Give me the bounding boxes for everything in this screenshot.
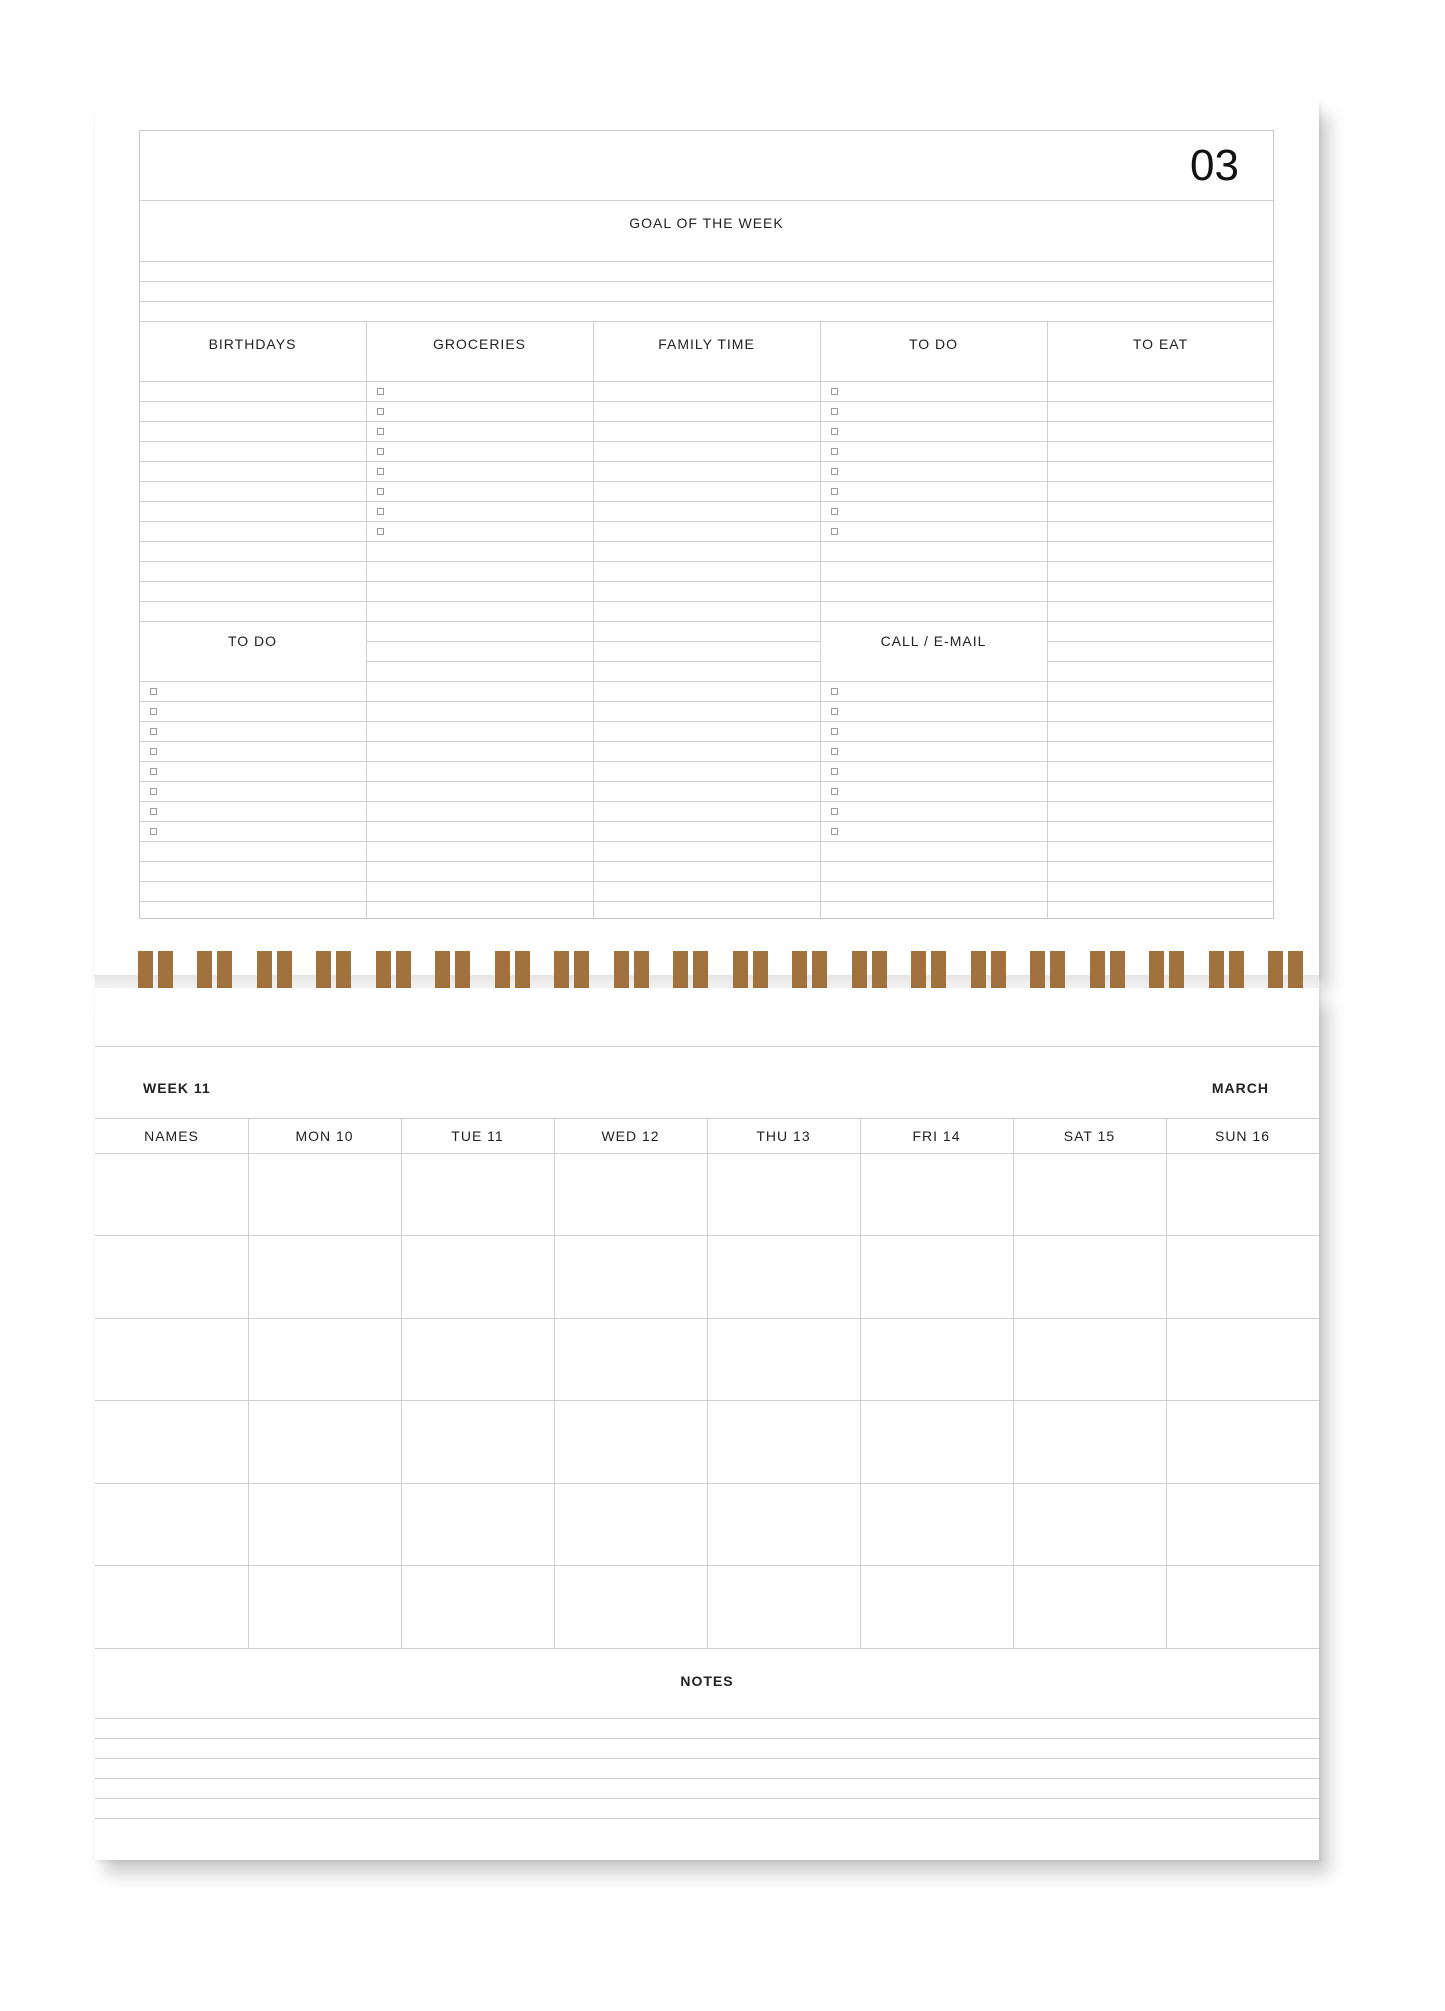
notes-line [95, 1738, 1319, 1739]
ruled-line [366, 601, 593, 602]
lower-header-topline [820, 621, 1047, 622]
ruled-line [366, 401, 593, 402]
checkbox-icon [831, 388, 838, 395]
ruled-line [820, 881, 1047, 882]
notes-label: NOTES [680, 1673, 734, 1689]
checkbox-icon [377, 428, 384, 435]
column-divider [1047, 321, 1048, 919]
ruled-line [366, 741, 593, 742]
ruled-line [1047, 541, 1274, 542]
ruled-line [139, 601, 366, 602]
ruled-line [366, 681, 593, 682]
ruled-line [593, 821, 820, 822]
ruled-line [139, 401, 366, 402]
ruled-line [366, 541, 593, 542]
ruled-line [139, 801, 366, 802]
checkbox-icon [831, 468, 838, 475]
ruled-line [1047, 781, 1274, 782]
checkbox-icon [377, 488, 384, 495]
checkbox-icon [831, 508, 838, 515]
ruled-line [1047, 741, 1274, 742]
wed-header: WED 12 [601, 1128, 660, 1144]
ruled-line [820, 501, 1047, 502]
ruled-line [820, 441, 1047, 442]
week-label: WEEK 11 [143, 1080, 211, 1096]
ruled-line [820, 741, 1047, 742]
ruled-line [820, 901, 1047, 902]
notes-line [95, 1798, 1319, 1799]
ruled-line [593, 681, 820, 682]
ruled-line [1047, 561, 1274, 562]
ruled-line [139, 681, 366, 682]
ruled-line [366, 821, 593, 822]
ruled-line [593, 701, 820, 702]
month-label: MARCH [1211, 1080, 1269, 1096]
weekly-planner-top-page [95, 101, 1319, 977]
ruled-line [1047, 881, 1274, 882]
ruled-line [366, 521, 593, 522]
ruled-line [820, 841, 1047, 842]
ruled-line [820, 401, 1047, 402]
ruled-line [139, 881, 366, 882]
ruled-line [139, 461, 366, 462]
ruled-line [139, 581, 366, 582]
call-email-header: CALL / E-MAIL [880, 633, 987, 649]
checkbox-icon [377, 508, 384, 515]
ruled-line [593, 881, 820, 882]
ruled-line [593, 621, 820, 622]
ruled-line [1047, 821, 1274, 822]
goal-line [139, 301, 1274, 302]
ruled-line [820, 801, 1047, 802]
ruled-line [820, 761, 1047, 762]
ruled-line [593, 421, 820, 422]
ruled-line [1047, 501, 1274, 502]
day-column-divider [248, 1118, 249, 1648]
notes-line [95, 1818, 1319, 1819]
ruled-line [139, 441, 366, 442]
birthdays-header: BIRTHDAYS [208, 336, 297, 352]
left-to-do-header: TO DO [227, 633, 278, 649]
checkbox-icon [831, 528, 838, 535]
checkbox-icon [831, 728, 838, 735]
ruled-line [820, 861, 1047, 862]
ruled-line [139, 561, 366, 562]
checkbox-icon [150, 788, 157, 795]
ruled-line [1047, 461, 1274, 462]
checkbox-icon [377, 408, 384, 415]
ruled-line [366, 661, 593, 662]
ruled-line [139, 501, 366, 502]
ruled-line [593, 901, 820, 902]
ruled-line [366, 801, 593, 802]
ruled-line [1047, 521, 1274, 522]
day-column-divider [1013, 1118, 1014, 1648]
ruled-line [820, 701, 1047, 702]
ruled-line [820, 821, 1047, 822]
ruled-line [593, 481, 820, 482]
ruled-line [139, 761, 366, 762]
ruled-line [1047, 421, 1274, 422]
ruled-line [366, 581, 593, 582]
ruled-line [593, 581, 820, 582]
notes-line [95, 1718, 1319, 1719]
ruled-line [593, 741, 820, 742]
goal-line [139, 321, 1274, 322]
ruled-line [139, 521, 366, 522]
checkbox-icon [150, 768, 157, 775]
ruled-line [820, 481, 1047, 482]
groceries-header: GROCERIES [432, 336, 526, 352]
ruled-line [139, 541, 366, 542]
ruled-line [593, 641, 820, 642]
column-header-underline [366, 381, 593, 382]
ruled-line [593, 601, 820, 602]
column-header-underline [1047, 381, 1274, 382]
ruled-line [366, 701, 593, 702]
ruled-line [820, 781, 1047, 782]
ruled-line [366, 561, 593, 562]
ruled-line [366, 781, 593, 782]
ruled-line [139, 821, 366, 822]
checkbox-icon [831, 488, 838, 495]
ruled-line [366, 421, 593, 422]
ruled-line [593, 441, 820, 442]
ruled-line [139, 721, 366, 722]
top-rule [95, 1046, 1319, 1047]
tue-header: TUE 11 [451, 1128, 504, 1144]
day-row-line [95, 1648, 1319, 1649]
checkbox-icon [150, 808, 157, 815]
ruled-line [139, 481, 366, 482]
goal-of-the-week-label: GOAL OF THE WEEK [629, 215, 784, 231]
column-divider [366, 321, 367, 919]
checkbox-icon [377, 448, 384, 455]
lower-header-topline [139, 621, 366, 622]
ruled-line [1047, 901, 1274, 902]
ruled-line [820, 421, 1047, 422]
ruled-line [820, 461, 1047, 462]
day-column-divider [860, 1118, 861, 1648]
checkbox-icon [831, 748, 838, 755]
ruled-line [1047, 841, 1274, 842]
ruled-line [593, 661, 820, 662]
checkbox-icon [150, 688, 157, 695]
ruled-line [1047, 621, 1274, 622]
goal-line [139, 261, 1274, 262]
ruled-line [1047, 681, 1274, 682]
mon-header: MON 10 [295, 1128, 354, 1144]
checkbox-icon [831, 688, 838, 695]
ruled-line [1047, 861, 1274, 862]
ruled-line [1047, 481, 1274, 482]
family-time-header: FAMILY TIME [658, 336, 755, 352]
ruled-line [820, 721, 1047, 722]
ruled-line [593, 801, 820, 802]
ruled-line [366, 721, 593, 722]
page-number: 03 [1190, 141, 1239, 190]
ruled-line [366, 641, 593, 642]
ruled-line [139, 421, 366, 422]
ruled-line [820, 681, 1047, 682]
checkbox-icon [831, 448, 838, 455]
ruled-line [1047, 721, 1274, 722]
ruled-line [1047, 401, 1274, 402]
thu-header: THU 13 [756, 1128, 811, 1144]
ruled-line [593, 521, 820, 522]
ruled-line [139, 901, 366, 902]
ruled-line [820, 601, 1047, 602]
checkbox-icon [377, 528, 384, 535]
ruled-line [366, 481, 593, 482]
fri-header: FRI 14 [912, 1128, 961, 1144]
column-divider [593, 321, 594, 919]
ruled-line [1047, 801, 1274, 802]
ruled-line [366, 501, 593, 502]
ruled-line [366, 841, 593, 842]
checkbox-icon [831, 828, 838, 835]
ruled-line [593, 501, 820, 502]
notes-line [95, 1778, 1319, 1779]
ruled-line [366, 901, 593, 902]
checkbox-icon [831, 408, 838, 415]
ruled-line [366, 621, 593, 622]
checkbox-icon [150, 748, 157, 755]
ruled-line [593, 841, 820, 842]
ruled-line [593, 461, 820, 462]
column-header-underline [593, 381, 820, 382]
checkbox-icon [831, 808, 838, 815]
day-column-divider [707, 1118, 708, 1648]
ruled-line [820, 521, 1047, 522]
checkbox-icon [150, 728, 157, 735]
to-eat-header: TO EAT [1132, 336, 1189, 352]
day-column-divider [401, 1118, 402, 1648]
day-column-divider [1166, 1118, 1167, 1648]
checkbox-icon [831, 768, 838, 775]
ruled-line [1047, 601, 1274, 602]
checkbox-icon [377, 388, 384, 395]
ruled-line [593, 541, 820, 542]
ruled-line [366, 881, 593, 882]
ruled-line [139, 701, 366, 702]
column-divider [820, 321, 821, 919]
checkbox-icon [831, 708, 838, 715]
ruled-line [139, 841, 366, 842]
ruled-line [593, 861, 820, 862]
ruled-line [1047, 661, 1274, 662]
ruled-line [820, 541, 1047, 542]
ruled-line [366, 761, 593, 762]
ruled-line [1047, 581, 1274, 582]
ruled-line [1047, 761, 1274, 762]
header-divider [139, 200, 1274, 201]
ruled-line [366, 461, 593, 462]
weekly-planner-bottom-page [95, 988, 1319, 1860]
to-do-header: TO DO [908, 336, 959, 352]
ruled-line [593, 401, 820, 402]
sat-header: SAT 15 [1063, 1128, 1116, 1144]
ruled-line [820, 561, 1047, 562]
ruled-line [366, 861, 593, 862]
ruled-line [139, 741, 366, 742]
day-column-divider [554, 1118, 555, 1648]
ruled-line [593, 761, 820, 762]
names-header: NAMES [144, 1128, 199, 1144]
ruled-line [1047, 701, 1274, 702]
column-header-underline [139, 381, 366, 382]
ruled-line [139, 861, 366, 862]
notes-line [95, 1758, 1319, 1759]
ruled-line [139, 781, 366, 782]
ruled-line [593, 721, 820, 722]
ruled-line [1047, 641, 1274, 642]
checkbox-icon [150, 708, 157, 715]
ruled-line [366, 441, 593, 442]
checkbox-icon [377, 468, 384, 475]
ruled-line [1047, 441, 1274, 442]
sun-header: SUN 16 [1214, 1128, 1271, 1144]
checkbox-icon [150, 828, 157, 835]
goal-line [139, 281, 1274, 282]
ruled-line [593, 781, 820, 782]
ruled-line [593, 561, 820, 562]
column-header-underline [820, 381, 1047, 382]
checkbox-icon [831, 428, 838, 435]
checkbox-icon [831, 788, 838, 795]
ruled-line [820, 581, 1047, 582]
